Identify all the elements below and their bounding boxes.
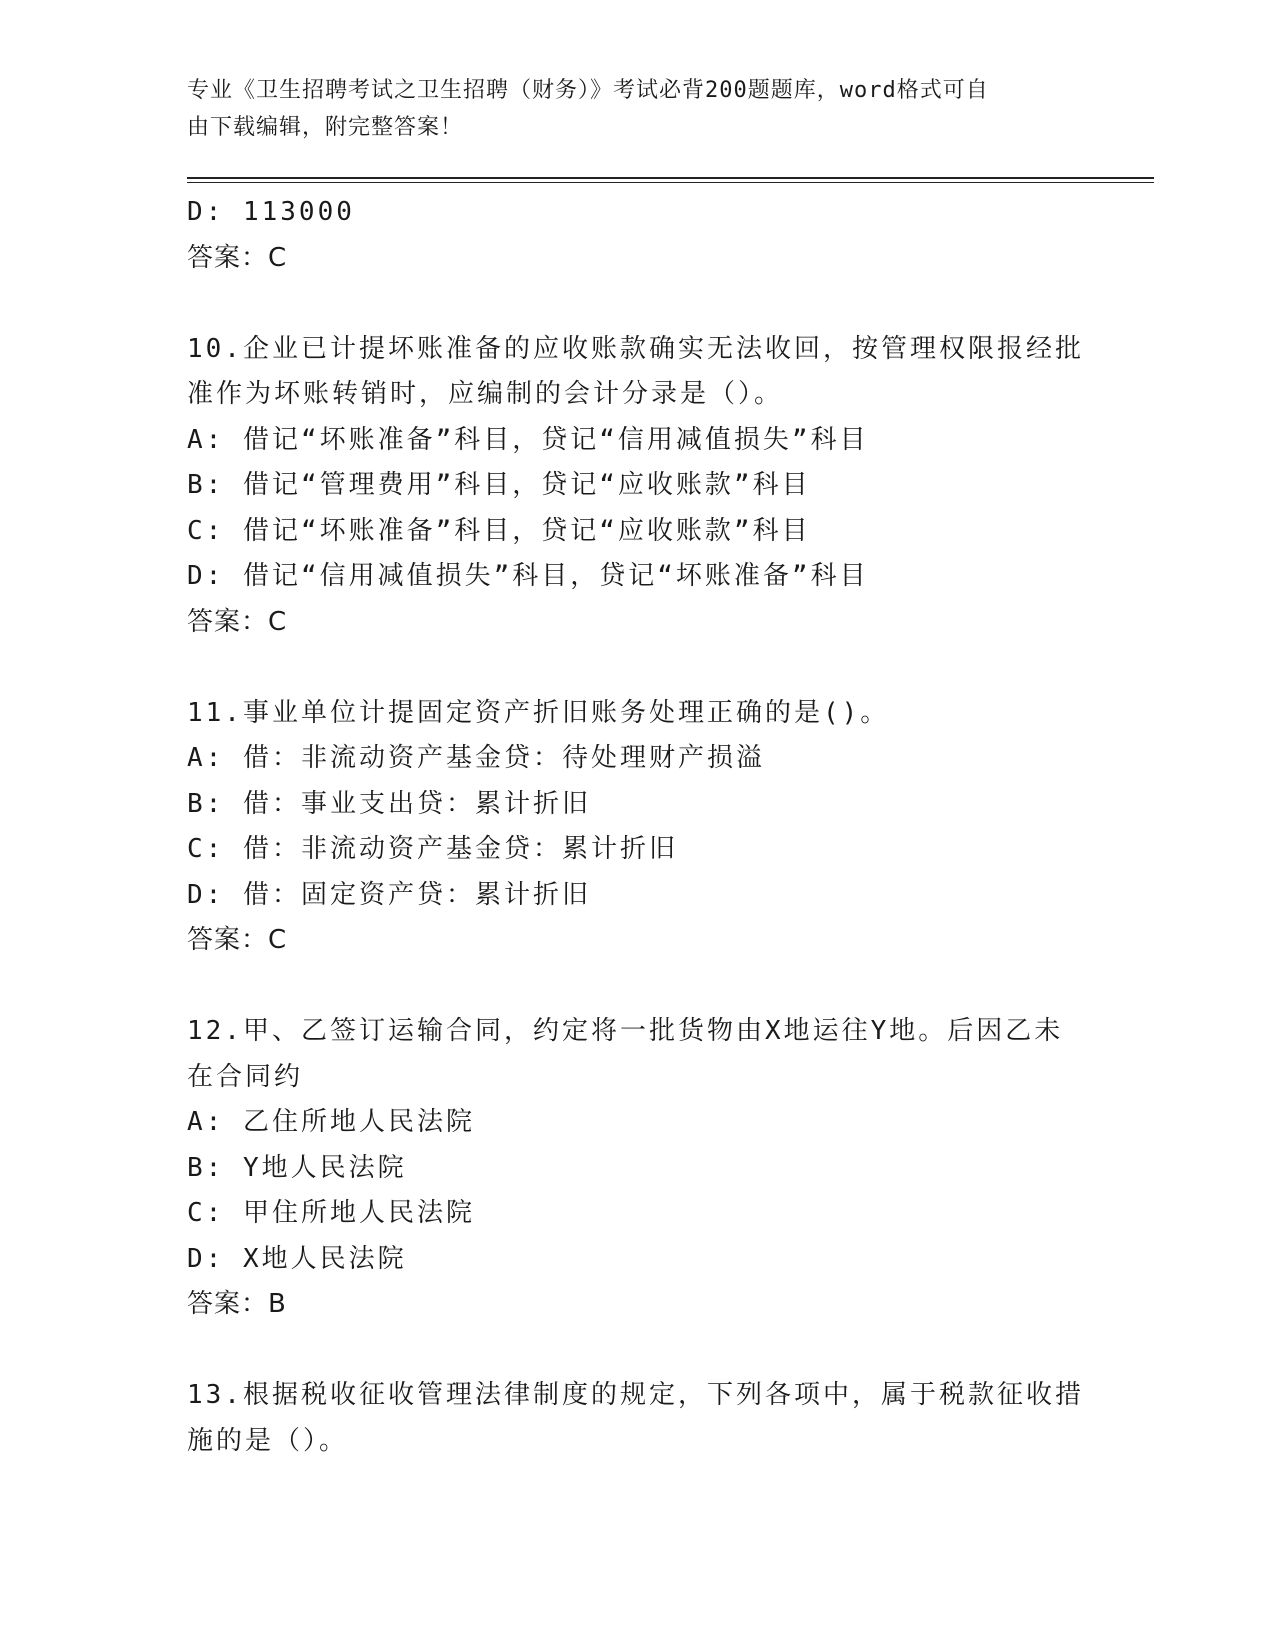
header-divider-thin (187, 182, 1154, 183)
spacer (187, 1328, 1087, 1374)
question-text-line-2: 施的是（）。 (187, 1425, 349, 1456)
question-11 (187, 691, 1087, 964)
document-body (187, 190, 1087, 1464)
document-header (187, 72, 1067, 146)
option-c: C: 甲住所地人民法院 (187, 1198, 475, 1228)
question-12 (187, 1009, 1087, 1328)
question-text-line-2: 在合同约 (187, 1061, 304, 1092)
option-d: D: X地人民法院 (187, 1243, 407, 1274)
answer-line: 答案：B (187, 1289, 287, 1319)
option-a: A: 乙住所地人民法院 (187, 1107, 475, 1137)
option-b: B: 借记“管理费用”科目，贷记“应收账款”科目 (187, 470, 811, 500)
option-a: A: 借记“坏账准备”科目，贷记“信用减值损失”科目 (187, 424, 869, 455)
option-a: A: 借：非流动资产基金贷：待处理财产损溢 (187, 743, 765, 773)
question-text-line-1: 11.事业单位计提固定资产折旧账务处理正确的是()。 (187, 697, 890, 728)
spacer (187, 645, 1087, 691)
option-c: C: 借记“坏账准备”科目，贷记“应收账款”科目 (187, 515, 811, 546)
question-text-line-1: 10.企业已计提坏账准备的应收账款确实无法收回，按管理权限报经批 (187, 333, 1084, 364)
option-c: C: 借：非流动资产基金贷：累计折旧 (187, 834, 678, 864)
header-divider-thick (187, 177, 1154, 179)
option-b: B: Y地人民法院 (187, 1152, 407, 1183)
option-b: B: 借：事业支出贷：累计折旧 (187, 788, 591, 819)
question-text-line-1: 12.甲、乙签订运输合同，约定将一批货物由X地运往Y地。后因乙未 (187, 1016, 1064, 1046)
question-text-line-2: 准作为坏账转销时，应编制的会计分录是（）。 (187, 379, 784, 409)
option-d: D: 借记“信用减值损失”科目，贷记“坏账准备”科目 (187, 561, 869, 591)
answer-line: 答案：C (187, 925, 288, 955)
answer-line: 答案：C (187, 242, 288, 273)
header-line-2: 由下载编辑，附完整答案！ (187, 115, 464, 140)
question-text-line-1: 13.根据税收征收管理法律制度的规定，下列各项中，属于税款征收措 (187, 1380, 1084, 1410)
spacer (187, 281, 1087, 327)
spacer (187, 964, 1087, 1010)
option-d: D: 113000 (187, 197, 355, 227)
answer-line: 答案：C (187, 606, 288, 637)
question-13 (187, 1373, 1087, 1464)
option-d: D: 借：固定资产贷：累计折旧 (187, 879, 591, 910)
header-line-1: 专业《卫生招聘考试之卫生招聘（财务）》考试必背200题题库，word格式可自 (187, 78, 989, 103)
question-10 (187, 327, 1087, 646)
